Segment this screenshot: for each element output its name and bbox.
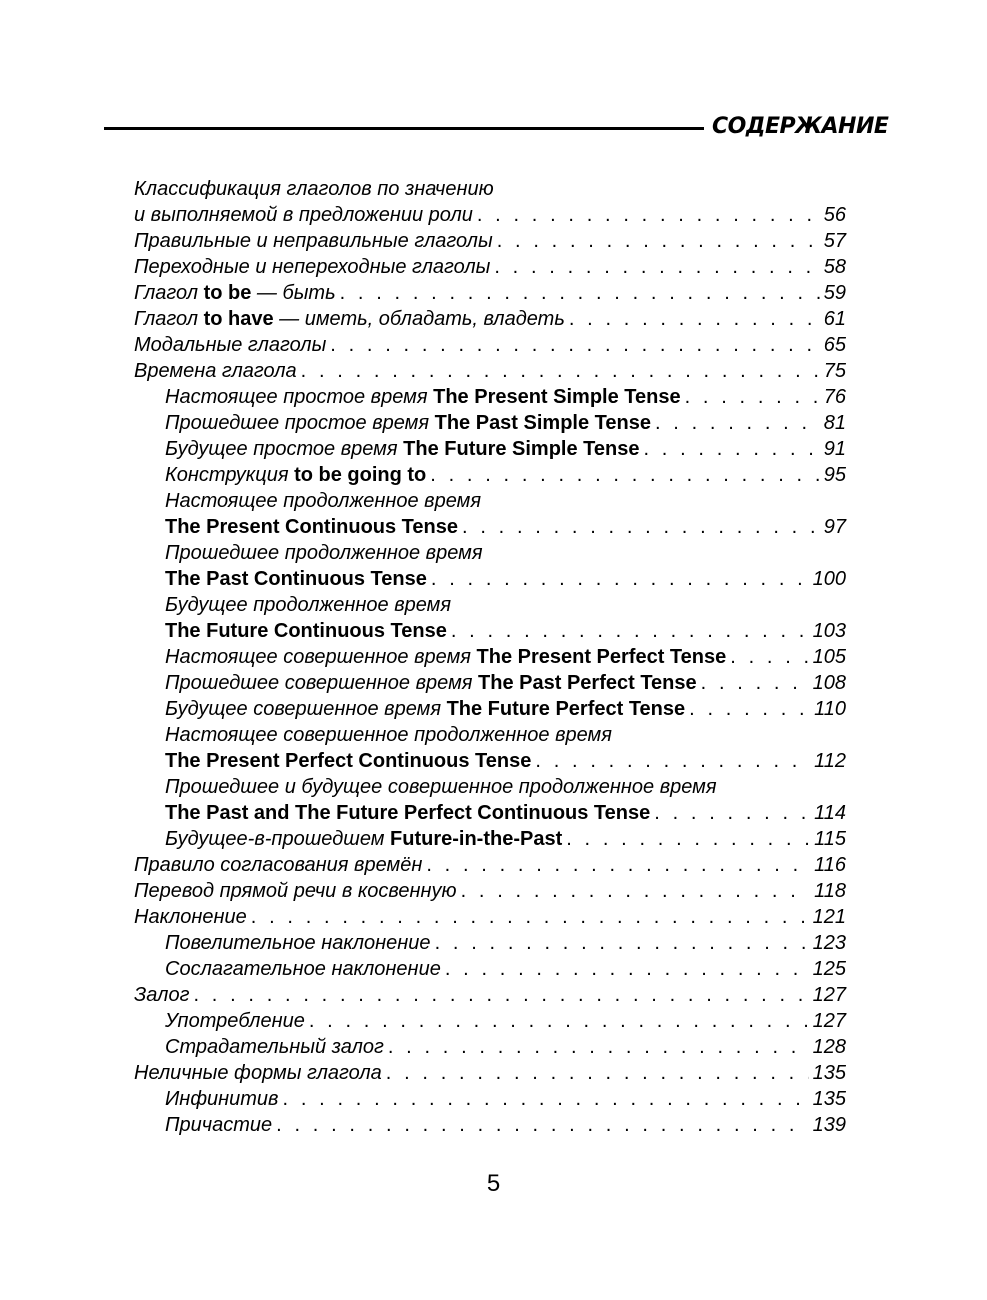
toc-page-number: 121	[812, 906, 846, 928]
toc-page-number: 135	[812, 1088, 846, 1110]
toc-page-number: 127	[812, 1010, 846, 1032]
toc-entry	[0, 878, 846, 904]
dot-leader	[535, 748, 810, 774]
toc-entry	[0, 1034, 846, 1060]
dot-leader	[461, 878, 811, 904]
toc-page-number: 76	[823, 386, 846, 408]
toc-text-part: Конструкция	[165, 464, 295, 486]
toc-entry	[0, 384, 846, 410]
english-term: Future-in-the-Past	[390, 828, 563, 850]
dot-leader	[685, 384, 820, 410]
toc-page-number: 57	[823, 230, 846, 252]
toc-text-part: Причастие	[165, 1114, 273, 1136]
toc-entry	[0, 696, 846, 722]
toc-entry-text	[165, 488, 481, 514]
toc-text-part: Страдательный залог	[165, 1036, 384, 1058]
toc-text-part: Прошедшее совершенное время	[165, 672, 479, 694]
dot-leader	[435, 930, 809, 956]
toc-entry-text	[165, 410, 651, 436]
toc-entry-text	[165, 696, 685, 722]
toc-entry-text	[165, 670, 697, 696]
toc-text-part: Будущее простое время	[165, 438, 404, 460]
toc-entry	[0, 1086, 846, 1112]
dot-leader	[654, 800, 810, 826]
dot-leader	[431, 566, 809, 592]
toc-entry	[0, 228, 846, 254]
toc-text-part: Настоящее простое время	[165, 386, 434, 408]
toc-text-part: Правильные и неправильные глаголы	[134, 230, 493, 252]
toc-entry-text	[134, 332, 326, 358]
toc-entry	[0, 436, 846, 462]
dot-leader	[276, 1112, 809, 1138]
toc-text-part: и выполняемой в предложении роли	[134, 204, 473, 226]
toc-entry	[0, 358, 846, 384]
toc-entry	[0, 618, 846, 644]
toc-entry-text	[165, 1008, 305, 1034]
toc-page-number: 75	[823, 360, 846, 382]
toc-page-number: 125	[812, 958, 846, 980]
toc-page-number: 97	[823, 516, 846, 538]
toc-entry-text	[165, 566, 427, 592]
toc-entry-text	[134, 982, 189, 1008]
toc-text-part: Настоящее совершенное продолженное время	[165, 724, 612, 746]
toc-text-part: Будущее совершенное время	[165, 698, 447, 720]
toc-page-number: 110	[814, 698, 846, 720]
english-term: to have	[203, 308, 274, 330]
dot-leader	[193, 982, 808, 1008]
toc-page-number: 56	[823, 204, 846, 226]
toc-text-part: Модальные глаголы	[134, 334, 327, 356]
toc-entry	[0, 540, 846, 566]
dot-leader	[330, 332, 819, 358]
toc-page-number: 135	[812, 1062, 846, 1084]
english-term: The Future Simple Tense	[403, 438, 640, 460]
dot-leader	[643, 436, 819, 462]
toc-entry-text	[165, 800, 650, 826]
toc-entry	[0, 176, 846, 202]
toc-page-number: 112	[814, 750, 846, 772]
toc-entry	[0, 306, 846, 332]
toc-entry-text	[134, 1060, 382, 1086]
toc-text-part: — быть	[251, 282, 336, 304]
toc-entry	[0, 332, 846, 358]
dot-leader	[451, 618, 809, 644]
toc-entry	[0, 644, 846, 670]
toc-page-number: 105	[812, 646, 846, 668]
english-term: The Present Perfect Continuous Tense	[165, 750, 532, 772]
toc-entry-text	[134, 306, 565, 332]
toc-entry	[0, 1112, 846, 1138]
toc-entry-text	[134, 358, 297, 384]
dot-leader	[566, 826, 810, 852]
section-title: СОДЕРЖАНИЕ	[712, 114, 889, 139]
toc-page-number: 59	[823, 282, 846, 304]
toc-entry-text	[165, 384, 681, 410]
dot-leader	[251, 904, 809, 930]
toc-page-number: 115	[814, 828, 846, 850]
toc-entry-text	[165, 592, 451, 618]
english-term: The Present Perfect Tense	[476, 646, 727, 668]
dot-leader	[386, 1060, 809, 1086]
toc-text-part: Настоящее продолженное время	[165, 490, 482, 512]
toc-page-number: 123	[812, 932, 846, 954]
toc-text-part: Инфинитив	[165, 1088, 279, 1110]
toc-text-part: Наклонение	[134, 906, 247, 928]
english-term: The Future Perfect Tense	[446, 698, 686, 720]
toc-entry-text	[134, 254, 490, 280]
english-term: to be going to	[294, 464, 427, 486]
toc-entry	[0, 462, 846, 488]
toc-entry-text	[165, 774, 717, 800]
toc-text-part: Времена глагола	[134, 360, 297, 382]
toc-entry-text	[165, 436, 639, 462]
toc-entry-text	[134, 878, 457, 904]
toc-page-number: 100	[812, 568, 846, 590]
toc-text-part: Настоящее совершенное время	[165, 646, 477, 668]
toc-text-part: Сослагательное наклонение	[165, 958, 441, 980]
toc-entry-text	[134, 228, 493, 254]
dot-leader	[730, 644, 808, 670]
dot-leader	[309, 1008, 809, 1034]
toc-entry	[0, 1008, 846, 1034]
toc-entry	[0, 1060, 846, 1086]
english-term: The Past Simple Tense	[434, 412, 651, 434]
dot-leader	[655, 410, 820, 436]
toc-entry	[0, 566, 846, 592]
toc-text-part: Будущее-в-прошедшем	[165, 828, 391, 850]
toc-entry	[0, 410, 846, 436]
toc-page-number: 127	[812, 984, 846, 1006]
toc-text-part: Прошедшее и будущее совершенное продолженное время	[165, 776, 717, 798]
dot-leader	[462, 514, 820, 540]
toc-text-part: Перевод прямой речи в косвенную	[134, 880, 457, 902]
toc-entry	[0, 488, 846, 514]
toc-page-number: 103	[812, 620, 846, 642]
toc-text-part: Будущее продолженное время	[165, 594, 452, 616]
toc-text-part: Залог	[134, 984, 190, 1006]
toc-entry	[0, 202, 846, 228]
dot-leader	[494, 254, 819, 280]
toc-text-part: Повелительное наклонение	[165, 932, 431, 954]
toc-text-part: — иметь, обладать, владеть	[273, 308, 565, 330]
dot-leader	[689, 696, 810, 722]
toc-text-part: Классификация глаголов по значению	[134, 178, 494, 200]
toc-text-part: Глагол	[134, 282, 204, 304]
toc-page-number: 116	[814, 854, 846, 876]
toc-entry-text	[165, 826, 562, 852]
english-term: The Past Continuous Tense	[165, 568, 427, 590]
toc-entry-text	[165, 956, 441, 982]
toc-page-number: 58	[823, 256, 846, 278]
toc-page-number: 65	[823, 334, 846, 356]
toc-page-number: 61	[823, 308, 846, 330]
dot-leader	[283, 1086, 809, 1112]
toc-entry-text	[165, 644, 726, 670]
english-term: The Past Perfect Tense	[478, 672, 697, 694]
toc-entry	[0, 670, 846, 696]
toc-page-number: 108	[812, 672, 846, 694]
dot-leader	[388, 1034, 809, 1060]
toc-entry	[0, 800, 846, 826]
dot-leader	[497, 228, 820, 254]
toc-entry	[0, 748, 846, 774]
english-term: to be	[203, 282, 252, 304]
toc-text-part: Неличные формы глагола	[134, 1062, 382, 1084]
toc-page-number: 139	[812, 1114, 846, 1136]
toc-entry-text	[134, 280, 336, 306]
dot-leader	[569, 306, 820, 332]
toc-entry-text	[165, 1034, 384, 1060]
toc-entry	[0, 254, 846, 280]
toc-page-number: 91	[823, 438, 846, 460]
toc-entry	[0, 852, 846, 878]
page-number: 5	[486, 1170, 501, 1197]
toc-page-number: 128	[812, 1036, 846, 1058]
toc-entry	[0, 826, 846, 852]
toc-text-part: Прошедшее простое время	[165, 412, 435, 434]
toc-entry-text	[134, 904, 247, 930]
table-of-contents	[0, 176, 987, 1138]
english-term: The Present Continuous Tense	[165, 516, 458, 538]
toc-entry	[0, 722, 846, 748]
toc-entry-text	[165, 462, 426, 488]
dot-leader	[477, 202, 820, 228]
toc-entry	[0, 930, 846, 956]
toc-text-part: Глагол	[134, 308, 204, 330]
dot-leader	[340, 280, 820, 306]
toc-text-part: Прошедшее продолженное время	[165, 542, 483, 564]
dot-leader	[301, 358, 820, 384]
toc-page-number: 118	[814, 880, 846, 902]
toc-entry-text	[165, 540, 483, 566]
toc-entry	[0, 592, 846, 618]
toc-text-part: Правило согласования времён	[134, 854, 423, 876]
toc-entry-text	[165, 1086, 279, 1112]
toc-entry-text	[165, 618, 447, 644]
toc-entry-text	[165, 1112, 272, 1138]
toc-entry-text	[134, 852, 422, 878]
toc-entry-text	[134, 176, 494, 202]
english-term: The Future Continuous Tense	[165, 620, 447, 642]
toc-entry	[0, 280, 846, 306]
toc-entry	[0, 774, 846, 800]
english-term: The Present Simple Tense	[433, 386, 681, 408]
toc-entry	[0, 904, 846, 930]
toc-entry	[0, 956, 846, 982]
toc-page-number: 95	[823, 464, 846, 486]
toc-page-number: 81	[823, 412, 846, 434]
dot-leader	[701, 670, 809, 696]
toc-entry-text	[165, 930, 431, 956]
dot-leader	[445, 956, 809, 982]
toc-entry-text	[134, 202, 473, 228]
toc-entry	[0, 514, 846, 540]
toc-entry-text	[165, 514, 458, 540]
toc-page-number: 114	[814, 802, 846, 824]
toc-text-part: Употребление	[165, 1010, 305, 1032]
header-rule	[104, 127, 704, 130]
english-term: The Past and The Future Perfect Continuous Tense	[165, 802, 651, 824]
toc-entry-text	[165, 748, 531, 774]
dot-leader	[426, 852, 810, 878]
dot-leader	[430, 462, 820, 488]
toc-text-part: Переходные и непереходные глаголы	[134, 256, 491, 278]
toc-entry-text	[165, 722, 612, 748]
toc-entry	[0, 982, 846, 1008]
